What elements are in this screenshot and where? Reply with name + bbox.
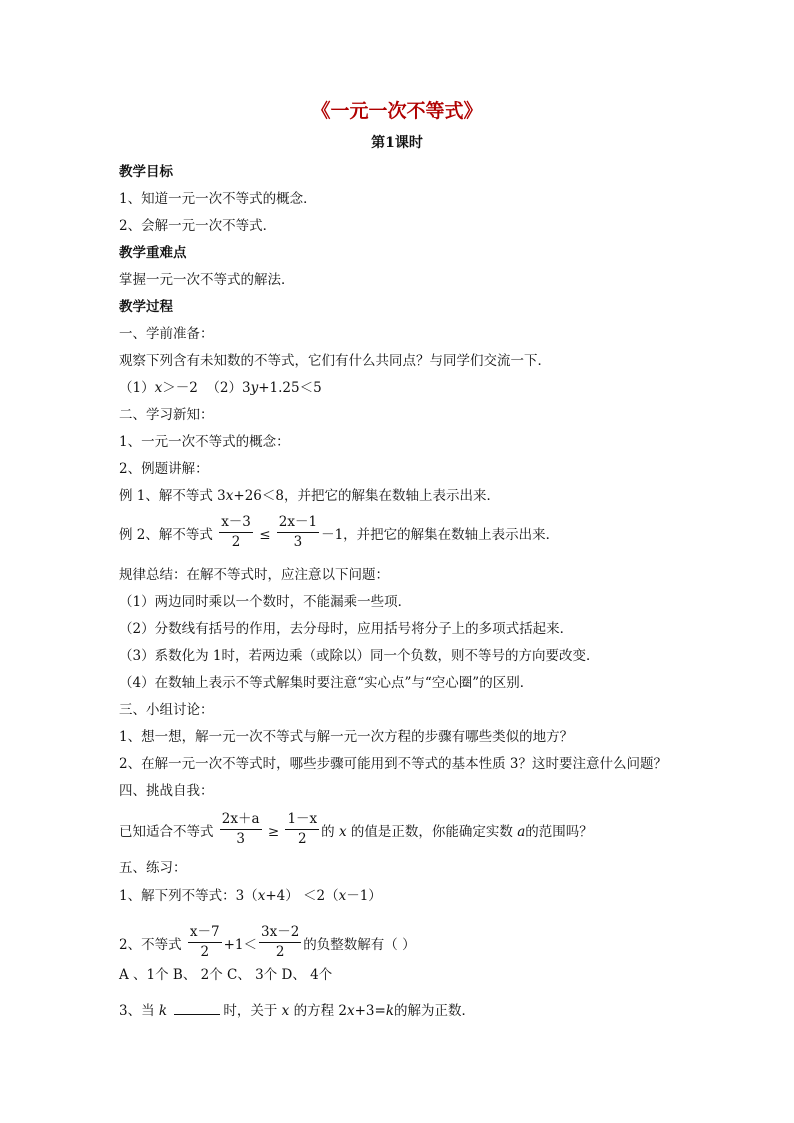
goals-heading: 教学目标 bbox=[119, 164, 173, 180]
example-1: 例 1、解不等式 3x+26＜8，并把它的解集在数轴上表示出来． bbox=[119, 488, 500, 504]
fraction: $\frac{x-7}{2}$ bbox=[189, 924, 220, 960]
discussion-question-2: 2、在解一元一次不等式时，哪些步骤可能用到不等式的基本性质 3？这时要注意什么问题？ bbox=[119, 756, 667, 772]
rule-2: （2）分数线有括号的作用，去分母时，应用括号将分子上的多项式括起来． bbox=[119, 621, 574, 637]
answer-blank[interactable] bbox=[174, 1001, 220, 1015]
exercise-2-options: A 、1个 B、 2个 C、 3个 D、 4个 bbox=[119, 967, 333, 983]
section-4-heading: 四、挑战自我： bbox=[119, 783, 214, 799]
fraction: $\frac{3x-2}{2}$ bbox=[261, 924, 300, 960]
section-5-heading: 五、练习： bbox=[119, 860, 187, 876]
fraction: $\frac{2x-1}{3}$ bbox=[278, 514, 318, 550]
exercise-3: 3、当 k 时，关于 x 的方程 2x+3=k的解为正数． bbox=[119, 1003, 476, 1019]
lesson-subtitle: 第1课时 bbox=[371, 135, 423, 151]
section-2-heading: 二、学习新知： bbox=[119, 407, 214, 423]
rules-heading: 规律总结：在解不等式时，应注意以下问题： bbox=[119, 567, 389, 583]
document-title: 《一元一次不等式》 bbox=[311, 100, 483, 122]
section-1-text: 观察下列含有未知数的不等式，它们有什么共同点？与同学们交流一下． bbox=[119, 353, 551, 369]
section-2-concept: 1、一元一次不等式的概念： bbox=[119, 434, 290, 450]
exercise-1: 1、解下列不等式：3（x+4） ＜2（x－1） bbox=[119, 888, 382, 904]
example-2: 例 2、解不等式 $\frac{x-3}{2}$ ≤ $\frac{2x-1}{3}$ －1，并把它的解集在数轴上表示出来． bbox=[119, 514, 560, 550]
rule-1: （1）两边同时乘以一个数时，不能漏乘一些项． bbox=[119, 594, 412, 610]
fraction: $\frac{2x+a}{3}$ bbox=[221, 811, 260, 847]
rule-3: （3）系数化为 1时，若两边乘（或除以）同一个负数，则不等号的方向要改变． bbox=[119, 648, 600, 664]
process-heading: 教学过程 bbox=[119, 299, 173, 315]
discussion-question-1: 1、想一想，解一元一次不等式与解一元一次方程的步骤有哪些类似的地方？ bbox=[119, 729, 574, 745]
rule-4: （4）在数轴上表示不等式解集时要注意“实心点”与“空心圈”的区别． bbox=[119, 675, 534, 691]
goal-item-2: 2、会解一元一次不等式． bbox=[119, 218, 277, 234]
key-points-heading: 教学重难点 bbox=[119, 245, 187, 261]
fraction: $\frac{x-3}{2}$ bbox=[221, 514, 251, 550]
section-1-inequalities: （1）x＞－2 （2）3y+1.25＜5 bbox=[119, 380, 322, 396]
fraction: $\frac{1-x}{2}$ bbox=[287, 811, 318, 847]
key-points-text: 掌握一元一次不等式的解法． bbox=[119, 272, 295, 288]
section-2-examples: 2、例题讲解： bbox=[119, 461, 209, 477]
section-1-heading: 一、学前准备： bbox=[119, 326, 214, 342]
exercise-2: 2、不等式 $\frac{x-7}{2}$ +1＜ $\frac{3x-2}{2}$ 的负整数解有（ ） bbox=[119, 924, 416, 960]
goal-item-1: 1、知道一元一次不等式的概念． bbox=[119, 191, 317, 207]
challenge-problem: 已知适合不等式 $\frac{2x+a}{3}$ ≥ $\frac{1-x}{2}$ 的 x 的值是正数，你能确定实数 a的范围吗？ bbox=[119, 811, 593, 847]
section-3-heading: 三、小组讨论： bbox=[119, 702, 214, 718]
